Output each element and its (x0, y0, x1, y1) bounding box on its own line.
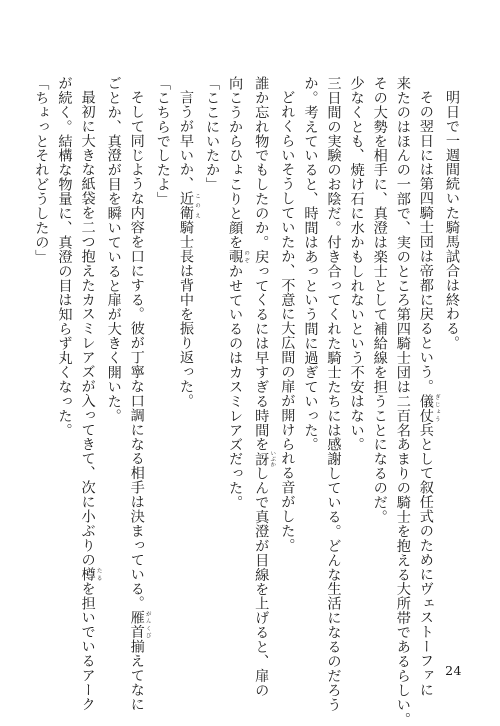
ruby-reading: いぶか (269, 450, 276, 468)
ruby-base: 近衛 (177, 191, 194, 221)
text-segment: かせているのはカスミレアズだった。 (227, 263, 244, 510)
text-segment: 「こちらでしたよ」 (154, 76, 171, 207)
text-segment: 騎士長は背中を振り返った。 (177, 220, 194, 409)
text-line (440, 76, 463, 636)
text-segment: 兵として叙任式のためにヴェストーファに (417, 422, 434, 698)
text-line (125, 76, 151, 712)
ruby-annotation (417, 393, 440, 423)
text-line (200, 76, 223, 636)
text-segment: を担いでいるアーク (79, 581, 96, 712)
ruby-reading: のぞ (243, 249, 250, 264)
text-segment: ごとか、真澄が目を瞬いていると扉が大きく開いた。 (105, 76, 122, 423)
text-segment: 言うが早いか、 (177, 90, 194, 192)
text-line (414, 76, 440, 698)
text-line (151, 76, 174, 636)
ruby-base: 雁首 (128, 610, 145, 640)
text-segment: 来たのはほんの一部で、実のところ第四騎士団は二百名あまりの騎士を抱える大所帯であるらしい。 (394, 76, 411, 726)
page-number: 24 (445, 663, 462, 678)
ruby-annotation (79, 567, 102, 582)
ruby-reading: ぎじょう (433, 393, 440, 423)
text-segment: 明日で一週間続いた騎馬試合は終わる。 (444, 90, 460, 351)
ruby-base: 訝 (253, 450, 270, 468)
ruby-annotation (227, 249, 250, 264)
text-segment: どれくらいそうしていたか、不意に大広間の扉が開けられる音がした。 (279, 90, 296, 553)
text-line (29, 76, 52, 636)
text-segment: 向こうからひょこりと顔を (227, 76, 244, 250)
text-segment: 最初に大きな紙袋を二つ抱えたカスミレアズが入ってきて、次に小ぶりの (79, 90, 96, 568)
text-line (275, 76, 298, 636)
text-line (368, 76, 391, 636)
ruby-base: 儀仗 (417, 393, 434, 423)
text-segment: 「ここにいたか」 (204, 76, 221, 192)
text-line (223, 76, 249, 636)
text-line (249, 76, 276, 698)
text-segment: その大勢を相手に、真澄は楽士として補給線を担うことになるのだ。 (371, 76, 388, 524)
ruby-reading: このえ (193, 191, 200, 221)
ruby-reading: たる (95, 567, 102, 582)
text-line (174, 76, 200, 636)
text-segment: 揃えてなに (128, 639, 145, 712)
text-line (52, 76, 75, 636)
text-segment: 少なくとも、焼け石に水かもしれないという不安はない。 (348, 76, 365, 452)
ruby-base: 覗 (227, 249, 244, 264)
text-segment: その翌日には第四騎士団は帝都に戻るという。 (417, 90, 434, 394)
text-segment: そして同じような内容を口にする。彼が丁寧な口調になる相手は決まっている。 (128, 90, 145, 611)
text-line (321, 76, 344, 712)
text-segment: 三日間の実験のお陰だ。付き合ってくれた騎士たちには感謝している。どんな生活になるのだろう (325, 76, 342, 712)
ruby-annotation (253, 450, 276, 468)
ruby-annotation (128, 610, 151, 640)
text-segment: 誰か忘れ物でもしたのか。戻ってくるには早すぎる時間を (253, 76, 270, 452)
text-segment: しんで真澄が目線を上げると、扉の (253, 466, 270, 698)
text-line (345, 76, 368, 636)
text-segment: が続く。結構な物量に、真澄の目は知らず丸くなった。 (56, 76, 73, 438)
text-line (76, 76, 102, 712)
text-line (102, 76, 125, 636)
ruby-base: 樽 (79, 567, 96, 582)
ruby-annotation (177, 191, 200, 221)
text-line (391, 76, 414, 726)
text-line (298, 76, 321, 636)
ruby-reading: がんくび (144, 610, 151, 640)
text-segment: 「ちょっとそれどうしたの」 (33, 76, 50, 264)
text-segment: か。考えていると、時間はあっという間に過ぎていった。 (302, 76, 319, 452)
